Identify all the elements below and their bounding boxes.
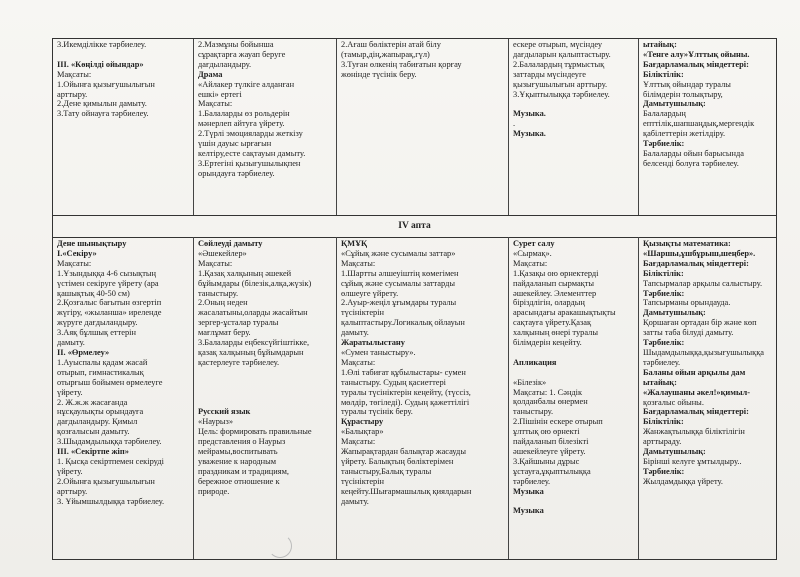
cell-text-line: әшекейлеу. Элементтер xyxy=(513,288,597,298)
cell-text-line: біріздлігін, олардың xyxy=(513,298,585,308)
cell-text-line: Ұлттық ойындар туралы xyxy=(643,79,731,89)
cell-text-line: III. «Секіртпе жіп» xyxy=(57,447,129,457)
cell-text-line: ұлттық ою өрнекті xyxy=(513,427,580,437)
cell-text-line: 3.Шыдамдылыққа тәрбиелеу. xyxy=(57,437,162,447)
cell-text-line: Балаларды ойын барысында xyxy=(643,148,744,158)
cell-text-line: Қызықты математика: xyxy=(643,239,731,248)
cell-text-line: Тәрбиелік: xyxy=(643,139,685,149)
cell-text-line: Дамытушылық: xyxy=(643,308,706,318)
cell-text-line: қозғалысын дамыту. xyxy=(57,427,130,437)
cell-text-line: Дамытушылық: xyxy=(643,447,706,457)
cell-text-line: Біліктілік: xyxy=(643,417,684,427)
cell-text-line: «Тенге алу»Ұлттық ойыны. xyxy=(643,49,750,59)
cell-text-line: Біліктілік: xyxy=(643,69,684,79)
cell-text-line: Бағдарламалық міндеттері: xyxy=(643,59,749,69)
cell-text-line: түсініктерін xyxy=(341,476,385,486)
cell-text-line: белсенді болуға тәрбиелеу. xyxy=(643,158,739,168)
cell-text-line: Шыдамдылыққа,қызығушылыққа xyxy=(643,347,764,357)
cell-text-line: Жапырақтардан балықтар жасауды xyxy=(341,447,466,457)
cell-text-line: Сөйлеуді дамыту xyxy=(198,239,263,248)
cell-text-line: епттілік,шапшаңдық,мергендік xyxy=(643,119,755,129)
cell-text-line: қолданбалы өнермен xyxy=(513,397,588,407)
cell-text-line: 2.Ауыр-жеңіл ұғымдары туралы xyxy=(341,298,457,308)
cell-text-line: ескере отырып, мүсіндеу xyxy=(513,40,603,49)
cell-text-line: сұйық және сусымалы заттарды xyxy=(341,278,455,288)
cell-text-line: Музыка xyxy=(513,486,544,496)
cell-text-line: 2.Ағаш бөліктерін атай білу xyxy=(341,40,441,49)
cell-text-line: мағлұмат беру. xyxy=(198,328,251,338)
cell-text-line: Сурет салу xyxy=(513,239,555,248)
cell-text-line xyxy=(198,397,334,407)
cell-text-line: Мақсаты: xyxy=(198,99,233,109)
cell-text-line: «Балықтар» xyxy=(341,427,384,437)
cell-text-line: 2.Ойынға қызығушылығын xyxy=(57,476,155,486)
cell-text-line xyxy=(513,368,636,378)
cell-text-line: мөлдір, төгіледі). Судың қажеттілігі xyxy=(341,397,470,407)
cell-text-line: 3.Балаларды еңбексүйгіштікке, xyxy=(198,338,310,348)
cell-top-3 xyxy=(337,39,509,215)
cell-text-line: 2.Түрлі эмоцияларды жеткізу xyxy=(198,129,303,139)
cell-text-line xyxy=(57,50,191,60)
cell-text-line: Мақсаты: xyxy=(198,258,233,268)
cell-text-line: 1.Ұзындыққа 4-6 сызықтың xyxy=(57,268,156,278)
cell-text-line: таныстыру. Судың қасиеттері xyxy=(341,377,446,387)
cell-text-line: 1. Қысқа секіртпемен секіруді xyxy=(57,456,164,466)
cell-text-line: Драма xyxy=(198,69,223,79)
cell-text-line: Музыка. xyxy=(513,109,546,119)
cell-text-line: 1.Шартты әлшеуіштің көмегімен xyxy=(341,268,459,278)
cell-text-line: Цель: формировать правильные xyxy=(198,427,312,437)
cell-text-line: білімдерін толықтыру, xyxy=(643,89,723,99)
cell-text-line: Қоршаған ортадан бір және көп xyxy=(643,318,757,328)
cell-text-line: үйрету. xyxy=(57,466,83,476)
cell-text-line: 2.Қозғалыс бағытын өзгертіп xyxy=(57,298,162,308)
cell-text-line: мейрамы,воспитывать xyxy=(198,446,278,456)
cell-text-line: дамыту. xyxy=(341,328,369,338)
cell-text-line: сұрақтарға жауап беруге xyxy=(198,49,286,59)
cell-text-line: ҚМҰҚ xyxy=(341,239,368,248)
cell-text-line: үйрету. xyxy=(57,387,83,397)
cell-text-line: бережное отношение к xyxy=(198,476,280,486)
cell-text-line: Бағдарламалық міндеттері: xyxy=(643,407,749,417)
cell-text-line xyxy=(198,368,334,378)
cell-bottom-1 xyxy=(53,238,194,559)
cell-text-line: туралы түсінік беру. xyxy=(341,407,413,417)
cell-text-line: 1.Балаларды өз рольдерін xyxy=(198,109,290,119)
cell-text-line: жүгіру, «жыланша» иреленде xyxy=(57,308,162,318)
cell-text-line: дағдыландыру. xyxy=(198,59,252,69)
cell-text-line: 3.Қайшыны дұрыс xyxy=(513,456,580,466)
cell-text-line: Жанжақтылыққа біліктілігін xyxy=(643,427,745,437)
cell-text-line: қазақ халқының бұйымдарын xyxy=(198,347,304,357)
cell-top-2 xyxy=(194,39,337,215)
cell-text-line: 1.Қазақы ою өрнектерді xyxy=(513,268,599,278)
cell-text-line: «Наурыз» xyxy=(198,417,234,427)
cell-text-line: отырып, гимнастикалық xyxy=(57,367,144,377)
cell-text-line: дағдыландыру. Қимыл xyxy=(57,417,138,427)
cell-text-line: жасалатыны,оларды жасайтын xyxy=(198,308,308,318)
cell-text-line: Тапсырманы орындауда. xyxy=(643,298,731,308)
cell-text-line: Мақсаты: xyxy=(341,258,376,268)
cell-text-line: Мақсаты: 1. Сәндік xyxy=(513,387,583,397)
cell-text-line: ытайық: xyxy=(643,377,677,387)
cell-text-line: Музыка xyxy=(513,506,544,516)
cell-text-line: Русский язык xyxy=(198,407,251,417)
cell-text-line xyxy=(513,348,636,358)
cell-text-line: Мақсаты: xyxy=(341,357,376,367)
cell-text-line: 3.Туған өлкенің табиғатын қорғау xyxy=(341,59,462,69)
cell-text-line xyxy=(198,378,334,388)
cell-text-line: пайдаланып білезікті xyxy=(513,437,589,447)
plan-table xyxy=(52,38,777,560)
cell-text-line: тәрбиелеу. xyxy=(513,476,551,486)
cell-text-line: 1.Ойынға қызығушылығын xyxy=(57,79,155,89)
cell-text-line: таныстыру. xyxy=(513,407,554,417)
cell-text-line: Мақсаты: xyxy=(57,258,92,268)
cell-bottom-5 xyxy=(639,238,776,559)
cell-text-line: әшекейлеуге үйрету. xyxy=(513,447,586,456)
cell-text-line: II. «Өрмелеу» xyxy=(57,347,110,357)
cell-text-line: природе. xyxy=(198,486,230,496)
cell-text-line: «Сұйық және сусымалы заттар» xyxy=(341,248,456,258)
cell-text-line: таныстыру. xyxy=(198,288,239,298)
cell-text-line: Біліктілік: xyxy=(643,268,684,278)
cell-text-line: жүруге дағдыландыру. xyxy=(57,318,138,328)
cell-text-line: бұйымдары (білезік,алқа,жүзік) xyxy=(198,278,312,288)
cell-text-line: Мақсаты: xyxy=(57,69,92,79)
cell-text-line: Музыка. xyxy=(513,129,546,139)
cell-text-line: 2.Оның неден xyxy=(198,298,248,308)
cell-text-line: 3.Тату ойнауға тәрбиелеу. xyxy=(57,109,149,119)
cell-bottom-3 xyxy=(337,238,509,559)
cell-text-line: пайдаланып сырмақты xyxy=(513,278,595,288)
cell-text-line: мәнерлеп айтуға үйрету. xyxy=(198,119,285,129)
cell-text-line: 2.Пішінін ескере отырып xyxy=(513,417,603,427)
cell-text-line xyxy=(513,497,636,507)
cell-text-line: 2.Мазмұны бойынша xyxy=(198,40,274,49)
cell-text-line: Мақсаты: xyxy=(513,258,548,268)
cell-text-line: арттыру. xyxy=(57,89,88,99)
cell-text-line: Апликация xyxy=(513,357,557,367)
cell-text-line: . xyxy=(513,119,516,129)
cell-text-line: қалыптастыру.Логикалық ойлауын xyxy=(341,318,465,328)
cell-text-line: арттыраду. xyxy=(643,437,682,447)
week-heading: IV апта xyxy=(398,221,431,231)
cell-text-line: «Білезік» xyxy=(513,377,547,387)
cell-text-line: нұсқаулықты орындауға xyxy=(57,407,144,417)
cell-text-line: Баланы ойын арқылы дам xyxy=(643,367,746,377)
cell-text-line: арттыру. xyxy=(57,486,88,496)
cell-text-line: қашықтық 40-50 см) xyxy=(57,288,130,298)
cell-text-line: 3.Икемділікке тәрбиелеу. xyxy=(57,40,147,49)
cell-text-line: 1.Ауыспалы қадам жасай xyxy=(57,357,148,367)
cell-text-line: ытайық: xyxy=(643,40,677,49)
cell-text-line: дамыту. xyxy=(341,496,369,506)
cell-text-line: үйрету. Балықтың бөліктерімен xyxy=(341,456,454,466)
cell-text-line: ұстауға,ұқыптылыққа xyxy=(513,466,591,476)
cell-text-line: ешкі» ертегі xyxy=(198,89,242,99)
cell-text-line xyxy=(198,388,334,398)
cell-text-line: таныстыру,Балық туралы xyxy=(341,466,432,476)
cell-bottom-4 xyxy=(509,238,639,559)
cell-text-line: 2.Дене қимылын дамыту. xyxy=(57,99,147,109)
cell-text-line: заттарды мүсіндеуге xyxy=(513,69,587,79)
cell-text-line: қастерлеуге тәрбиелеу. xyxy=(198,357,280,367)
cell-text-line: 2. Ж.ж.ж жасағанда xyxy=(57,397,128,407)
cell-text-line: Тәрбиелік: xyxy=(643,338,685,348)
cell-text-line: үстімен секіруге үйрету (ара xyxy=(57,278,159,288)
cell-text-line: 2.Балалардың тұрмыстық xyxy=(513,59,605,69)
cell-text-line: III. «Көңілді ойындар» xyxy=(57,59,144,69)
cell-text-line: I.«Секіру» xyxy=(57,248,97,258)
cell-text-line: «Жалаушаны әкел!»қимыл- xyxy=(643,387,750,397)
cell-text-line: арасындағы аракашықтықты xyxy=(513,308,616,318)
cell-text-line: өлшеуге үйрету. xyxy=(341,288,399,298)
cell-text-line: 3.Ертегіні қызығушылықпен xyxy=(198,158,301,168)
cell-text-line: Тәрбиелік: xyxy=(643,288,685,298)
cell-text-line: Дамытушылық: xyxy=(643,99,706,109)
cell-text-line: 3.Ұқыптылыққа тәрбиелеу. xyxy=(513,89,610,99)
cell-text-line: «Әшекейлер» xyxy=(198,248,247,258)
cell-text-line: 1.Өлі табиғат құбылыстары- сумен xyxy=(341,367,466,377)
cell-text-line: 3.Аяқ бұлшық еттерін xyxy=(57,328,136,338)
cell-text-line: қозғалыс ойыны. xyxy=(643,397,704,407)
cell-text-line: Құрастыру xyxy=(341,417,384,427)
cell-text-line: «Сумен таныстыру». xyxy=(341,347,416,357)
cell-text-line: праздникам и традициям, xyxy=(198,466,290,476)
cell-text-line: «Айлакер түлкіге алданған xyxy=(198,79,295,89)
cell-text-line: кеңейту.Шығармашылық қиялдарын xyxy=(341,486,472,496)
cell-text-line xyxy=(513,99,636,109)
cell-text-line: Жылдамдыққа үйрету. xyxy=(643,476,723,486)
cell-text-line: сақтауға үйрету.Қазақ xyxy=(513,318,592,328)
cell-top-1 xyxy=(53,39,194,215)
cell-top-5 xyxy=(639,39,776,215)
scan-mark xyxy=(268,534,292,558)
cell-text-line: Жаратылыстану xyxy=(341,338,405,348)
cell-text-line: орындауға тәрбиелеу. xyxy=(198,168,275,178)
cell-text-line: Балалардың xyxy=(643,109,686,119)
cell-text-line: 3. Ұйымшылдыққа тәрбиелеу. xyxy=(57,496,165,506)
cell-top-4 xyxy=(509,39,639,215)
cell-text-line: Дене шынықтыру xyxy=(57,239,127,248)
cell-text-line: Мақсаты: xyxy=(341,437,376,447)
cell-text-line: туралы түсініктерін кеңейту, (түссіз, xyxy=(341,387,471,397)
cell-text-line: қабілеттерін жетілдіру. xyxy=(643,129,726,139)
cell-text-line: жөнінде түсінік беру. xyxy=(341,69,417,79)
cell-text-line: халқының өнері туралы xyxy=(513,328,598,338)
cell-text-line: Тапсырмалар арқылы салыстыру. xyxy=(643,278,763,288)
cell-text-line: келтіру,есте сақтауын дамыту. xyxy=(198,148,306,158)
cell-text-line: «Шаршы,ұшбұрыш,шеңбер». xyxy=(643,248,756,258)
cell-text-line: Бағдарламалық міндеттері: xyxy=(643,258,749,268)
cell-text-line: білімдерін кеңейту. xyxy=(513,338,582,348)
cell-text-line: тәрбиелеу. xyxy=(643,357,681,367)
cell-text-line: 1.Қазақ халқының әшекей xyxy=(198,268,292,278)
cell-text-line: қызығушылығын арттыру. xyxy=(513,79,608,89)
cell-text-line: Бірінші келуге ұмтылдыру.. xyxy=(643,456,742,466)
cell-text-line: затты таба білуді дамыту. xyxy=(643,328,734,338)
cell-text-line: дамыту. xyxy=(57,338,85,348)
cell-text-line: «Сырмақ». xyxy=(513,248,552,258)
cell-text-line: уважение к народным xyxy=(198,456,277,466)
cell-text-line: үшін дауыс ырғағын xyxy=(198,139,272,149)
cell-text-line: Тәрбиелік: xyxy=(643,466,685,476)
cell-text-line: түсініктерін xyxy=(341,308,385,318)
cell-text-line: зергер-ұсталар туралы xyxy=(198,318,279,328)
cell-text-line: отырғыш бойымен өрмелеуге xyxy=(57,377,163,387)
cell-text-line: представления о Наурыз xyxy=(198,437,286,447)
cell-bottom-2 xyxy=(194,238,337,559)
cell-text-line: (тамыр,дің,жапырақ,гүл) xyxy=(341,49,430,59)
cell-text-line: дағдыларын қалыптастыру. xyxy=(513,49,611,59)
